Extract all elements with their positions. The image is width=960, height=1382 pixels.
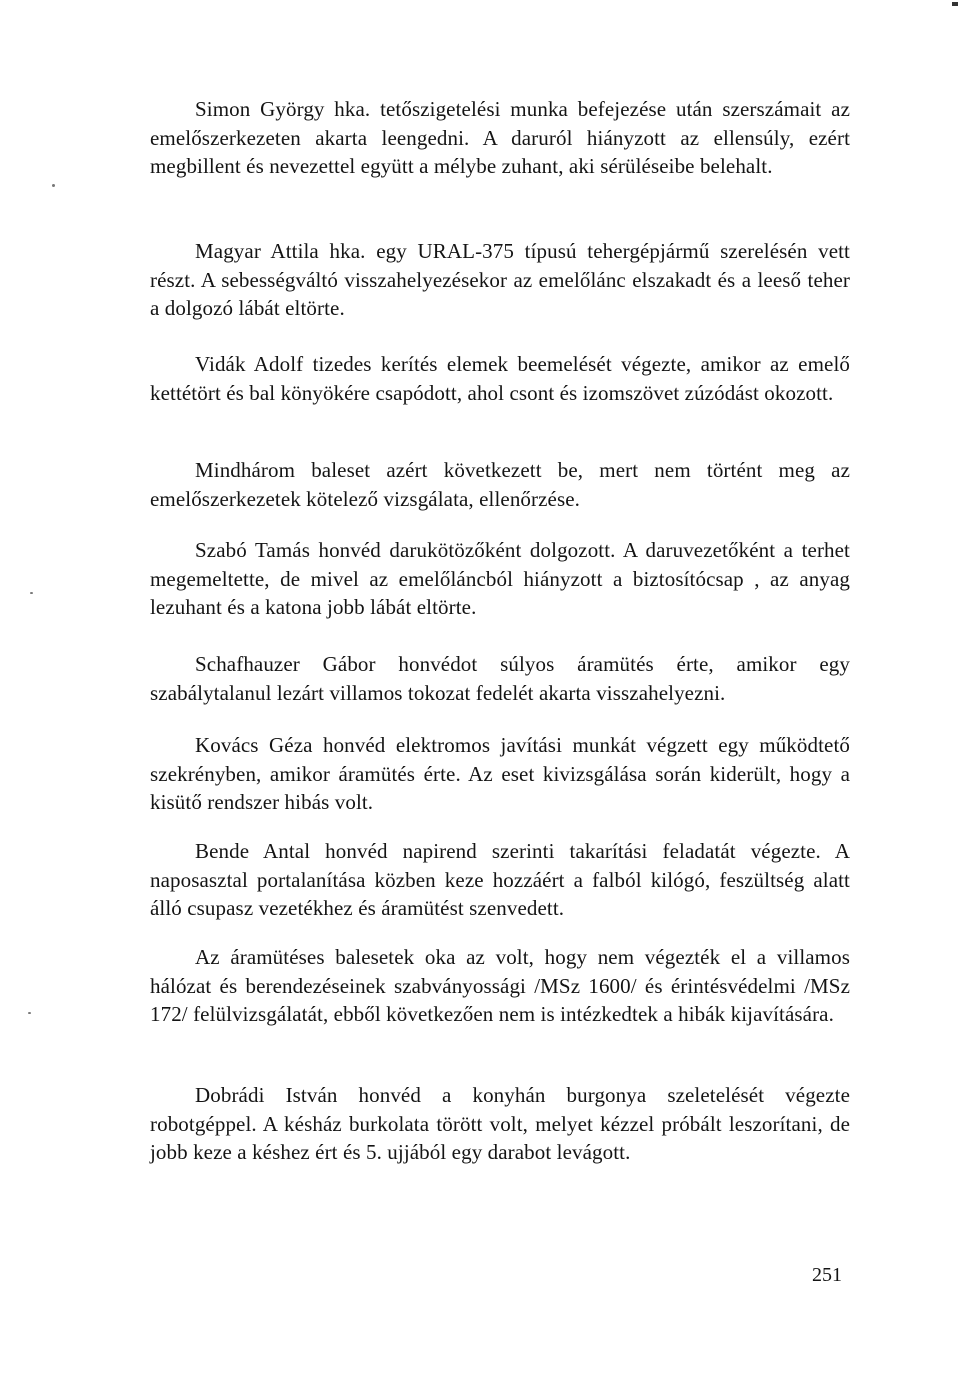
paragraph-szabo-tamas: Szabó Tamás honvéd darukötözőként dolgozott. A daruvezetőként a terhet megemeltette, de mivel az emelőláncból hiányzott a biztosítócsap , az anyag lezuhant és a katona jobb lábát eltörte.	[150, 538, 850, 619]
scan-speck	[28, 1012, 31, 1014]
paragraph-bende-antal: Bende Antal honvéd napirend szerinti takarítási feladatát végezte. A naposasztal portalanítása közben keze hozzáért a falból kilógó, feszültség alatt álló csupasz vezetékhez és áramütést szenvedett.	[150, 839, 850, 920]
paragraph-vidak-adolf: Vidák Adolf tizedes kerítés elemek beemelését végezte, amikor az emelő kettétört és bal könyökére csapódott, ahol csont és izomszövet zúzódást okozott.	[150, 352, 850, 405]
paragraph-aramutes-oka: Az áramütéses balesetek oka az volt, hogy nem végezték el a villamos hálózat és berendezéseinek szabványossági /MSz 1600/ és érintésvédelmi /MSz 172/ felülvizsgálatát, ebből következően nem is intézkedtek a hibák kijavítására.	[150, 945, 850, 1026]
paragraph-mindharom-baleset: Mindhárom baleset azért következett be, mert nem történt meg az emelőszerkezetek kötelező vizsgálata, ellenőrzése.	[150, 458, 850, 511]
page-number: 251	[812, 1264, 842, 1286]
scan-speck	[52, 184, 55, 187]
scan-speck	[952, 2, 958, 6]
paragraph-dobradi-istvan: Dobrádi István honvéd a konyhán burgonya szeletelését végezte robotgéppel. A késház burkolata törött volt, melyet kézzel próbált leszorítani, de jobb keze a késhez ért és 5. ujjából egy darabot levágott.	[150, 1083, 850, 1164]
paragraph-schafhauzer-gabor: Schafhauzer Gábor honvédot súlyos áramütés érte, amikor egy szabálytalanul lezárt villamos tokozat fedelét akarta visszahelyezni.	[150, 652, 850, 705]
paragraph-simon-gyorgy: Simon György hka. tetőszigetelési munka befejezése után szerszámait az emelőszerkezeten akarta leengedni. A daruról hiányzott az ellensúly, ezért megbillent és nevezettel együtt a mélybe zuhant, aki sérüléseibe belehalt.	[150, 97, 850, 178]
paragraph-magyar-attila: Magyar Attila hka. egy URAL-375 típusú tehergépjármű szerelésén vett részt. A sebességváltó visszahelyezésekor az emelőlánc elszakadt és a leeső teher a dolgozó lábát eltörte.	[150, 239, 850, 320]
scan-speck	[30, 592, 33, 594]
paragraph-kovacs-geza: Kovács Géza honvéd elektromos javítási munkát végzett egy működtető szekrényben, amikor áramütés érte. Az eset kivizsgálása során kiderült, hogy a kisütő rendszer hibás volt.	[150, 733, 850, 814]
